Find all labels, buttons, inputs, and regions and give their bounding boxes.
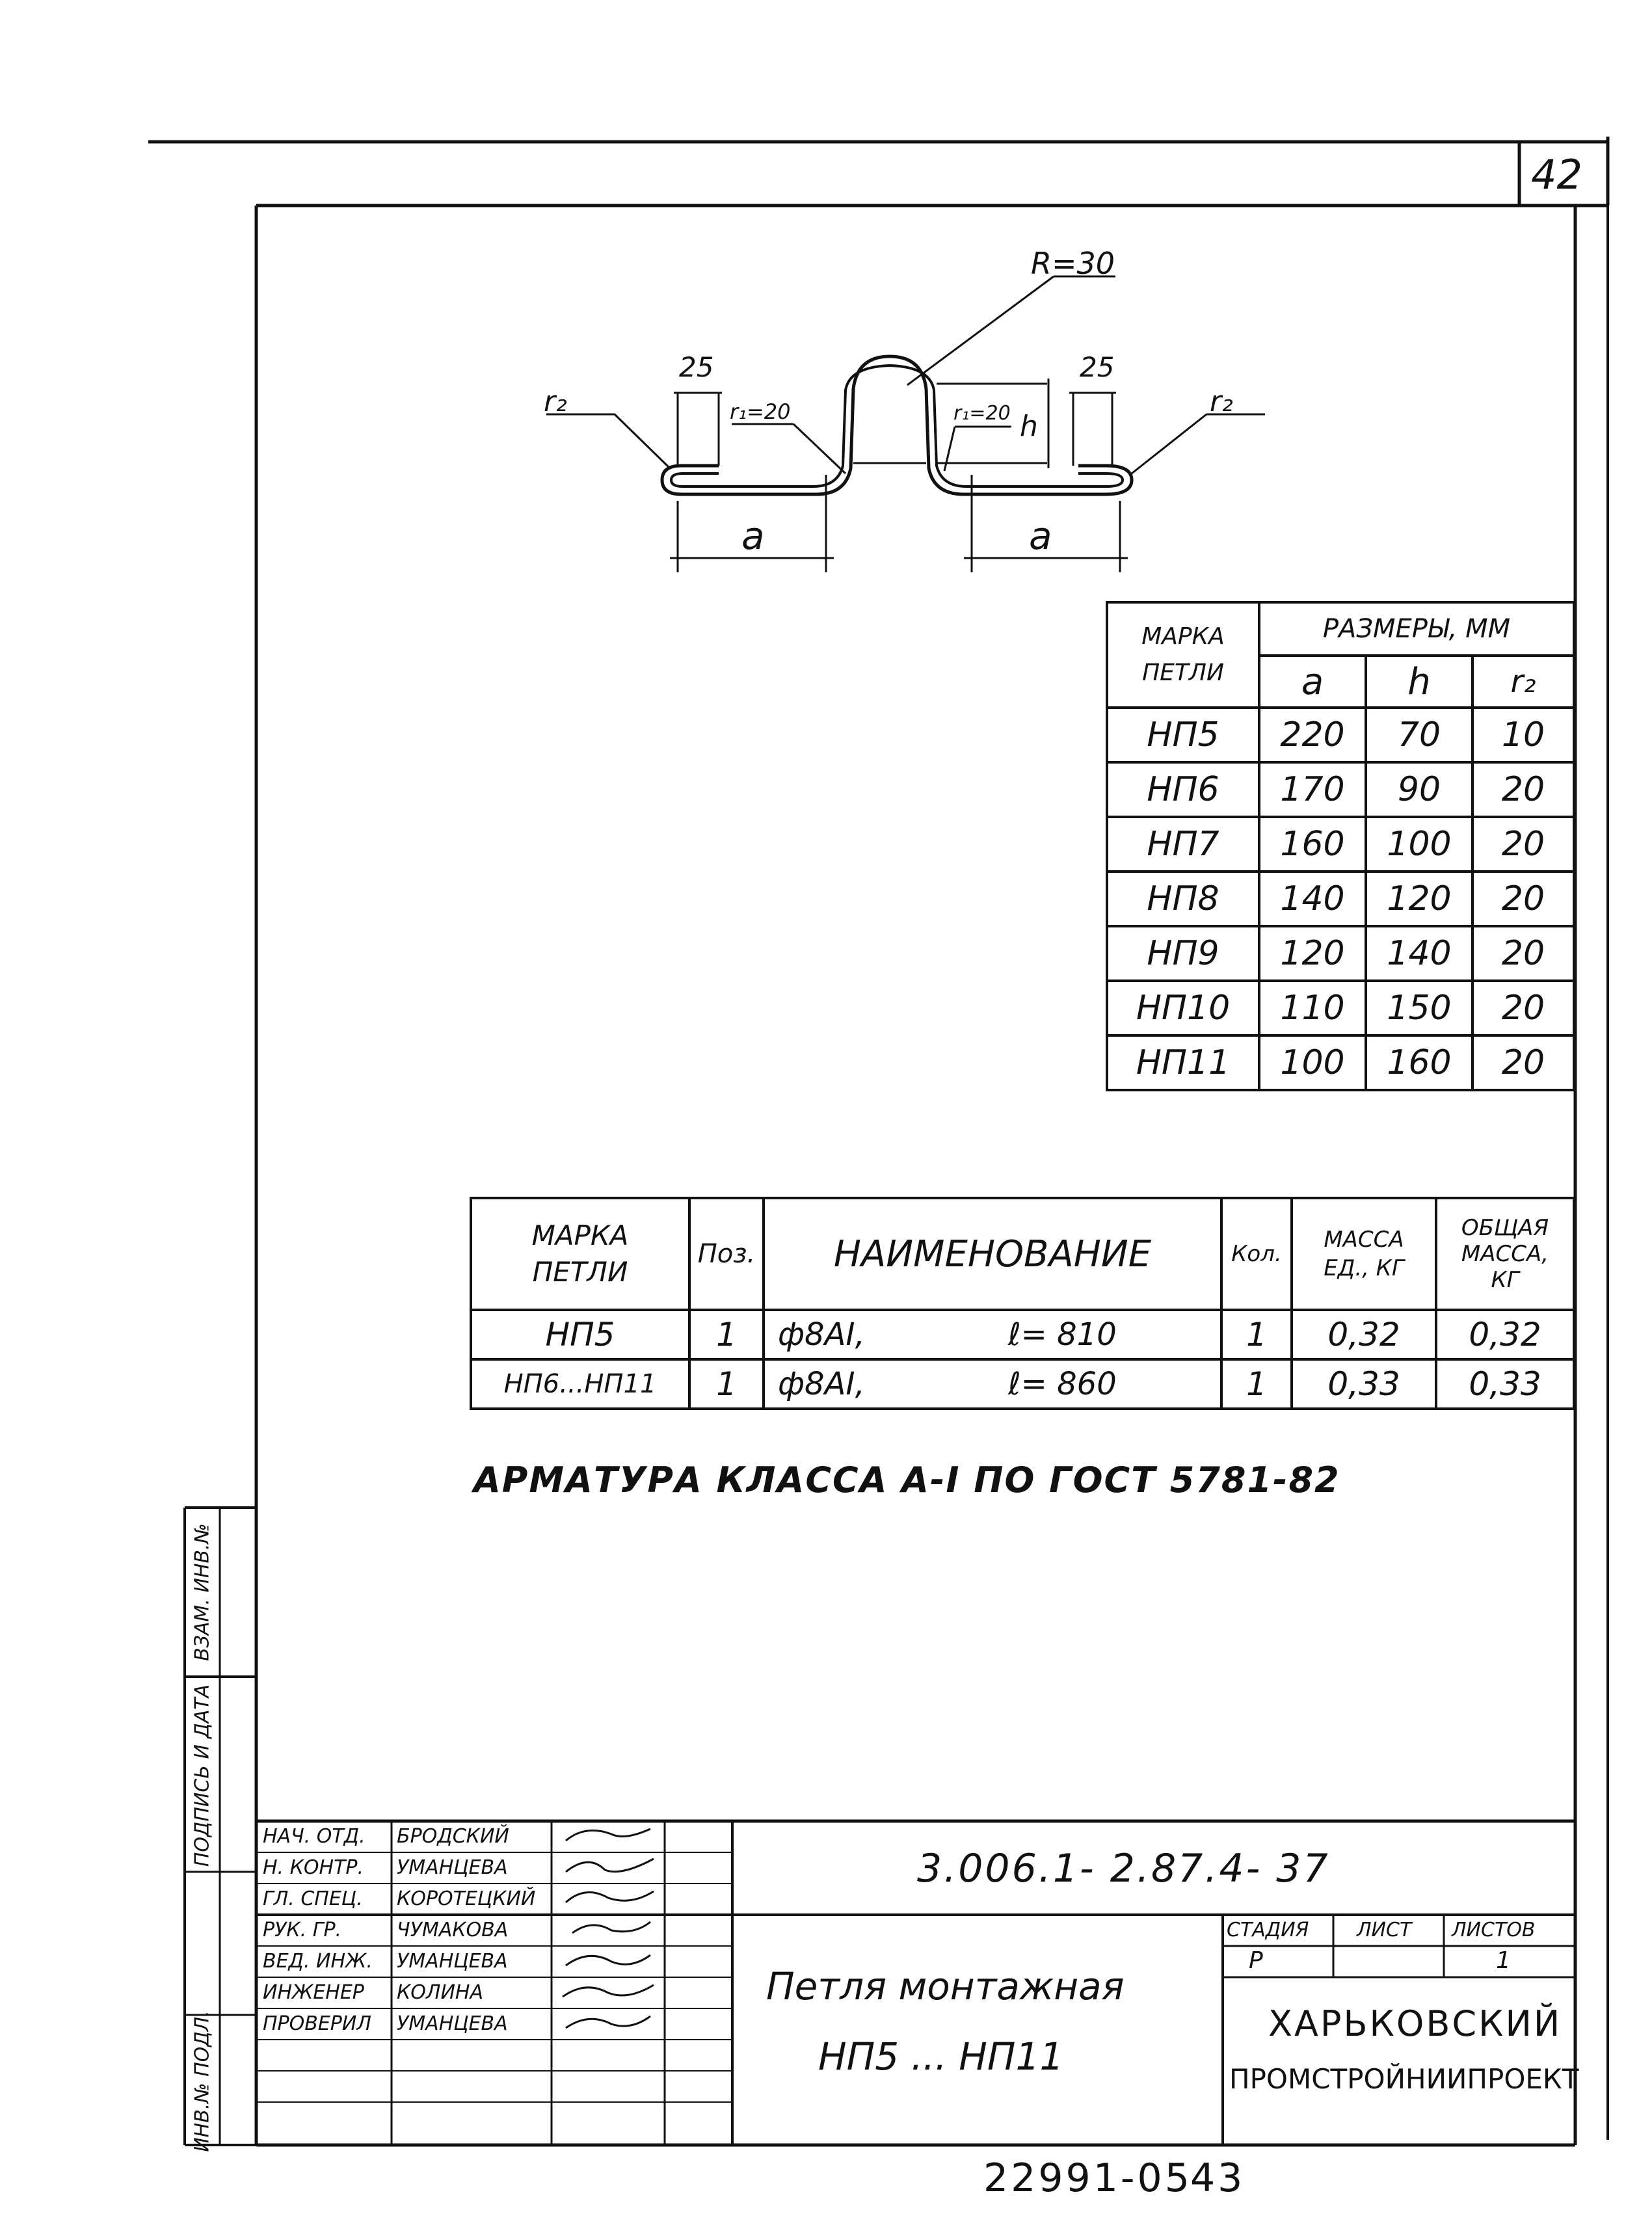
sizes-col-mark: МАРКА ПЕТЛИ bbox=[1107, 602, 1259, 708]
right-a-label: a bbox=[1029, 514, 1052, 558]
role-label: ИНЖЕНЕР bbox=[263, 1981, 364, 2004]
side-vzam-inv: ВЗАМ. ИНВ.№ bbox=[191, 1523, 214, 1661]
role-label: РУК. ГР. bbox=[263, 1919, 342, 1941]
role-label: Н. КОНТР. bbox=[263, 1856, 364, 1879]
role-person: БРОДСКИЙ bbox=[397, 1825, 509, 1848]
left-r2-label: r₂ bbox=[544, 385, 567, 418]
stage-value: Р bbox=[1249, 1947, 1263, 1974]
sizes-col-a: a bbox=[1259, 656, 1366, 708]
spec-col-pos: Поз. bbox=[689, 1198, 764, 1310]
spec-col-name: НАИМЕНОВАНИЕ bbox=[764, 1198, 1221, 1310]
spec-col-mark: МАРКА ПЕТЛИ bbox=[471, 1198, 689, 1310]
table-row: НП5 1 ф8АI, ℓ= 810 1 0,32 0,32 bbox=[471, 1310, 1574, 1359]
sizes-col-sizes: РАЗМЕРЫ, ММ bbox=[1259, 602, 1574, 656]
stage-label: СТАДИЯ bbox=[1227, 1919, 1309, 1941]
table-row: НП7 160 100 20 bbox=[1107, 817, 1574, 872]
role-label: ПРОВЕРИЛ bbox=[263, 2012, 371, 2035]
side-inv-podl: ИНВ.№ ПОДЛ. bbox=[191, 2010, 214, 2152]
table-row: НП8 140 120 20 bbox=[1107, 872, 1574, 926]
left-r1-label: r₁=20 bbox=[730, 399, 791, 424]
drawing-title-line1: Петля монтажная bbox=[766, 1964, 1125, 2008]
archive-code: 22991-05 bbox=[983, 2155, 1192, 2201]
spec-col-qty: Кол. bbox=[1221, 1198, 1292, 1310]
table-row: НП6 170 90 20 bbox=[1107, 762, 1574, 817]
reinforcement-note: АРМАТУРА КЛАССА А-I ПО ГОСТ 5781-82 bbox=[473, 1459, 1340, 1500]
table-row: НП11 100 160 20 bbox=[1107, 1035, 1574, 1090]
role-label: ВЕД. ИНЖ. bbox=[263, 1950, 373, 1973]
role-label: НАЧ. ОТД. bbox=[263, 1825, 366, 1848]
table-row: НП9 120 140 20 bbox=[1107, 926, 1574, 981]
role-person: КОЛИНА bbox=[397, 1981, 483, 2004]
left-a-label: a bbox=[741, 514, 765, 558]
right-r1-label: r₁=20 bbox=[953, 402, 1011, 425]
radius-label: R=30 bbox=[1031, 246, 1115, 281]
drawing-title-line2: НП5 ... НП11 bbox=[818, 2034, 1064, 2079]
h-label: h bbox=[1020, 410, 1038, 443]
sheet-number: 42 bbox=[1531, 151, 1582, 198]
table-row: НП10 110 150 20 bbox=[1107, 981, 1574, 1035]
role-person: КОРОТЕЦКИЙ bbox=[397, 1887, 536, 1910]
table-row: НП5 220 70 10 bbox=[1107, 708, 1574, 762]
role-person: УМАНЦЕВА bbox=[397, 2012, 508, 2035]
sizes-col-h: h bbox=[1366, 656, 1472, 708]
spec-col-total: ОБЩАЯ МАССА, КГ bbox=[1436, 1198, 1574, 1310]
document-code: 3.006.1- 2.87.4- 37 bbox=[917, 1846, 1330, 1891]
role-person: ЧУМАКОВА bbox=[397, 1919, 509, 1941]
right-r2-label: r₂ bbox=[1210, 385, 1233, 418]
role-label: ГЛ. СПЕЦ. bbox=[263, 1887, 363, 1910]
sizes-col-r2: r₂ bbox=[1472, 656, 1574, 708]
role-person: УМАНЦЕВА bbox=[397, 1950, 508, 1973]
sheets-label: ЛИСТОВ bbox=[1452, 1919, 1536, 1941]
sheets-value: 1 bbox=[1496, 1947, 1511, 1974]
organization-line1: ХАРЬКОВСКИЙ bbox=[1268, 2003, 1562, 2044]
side-sign-date: ПОДПИСЬ И ДАТА bbox=[191, 1684, 214, 1867]
sheet-label: ЛИСТ bbox=[1357, 1919, 1412, 1941]
table-row: НП6...НП11 1 ф8АI, ℓ= 860 1 0,33 0,33 bbox=[471, 1359, 1574, 1409]
organization-line2: ПРОМСТРОЙНИИПРОЕКТ bbox=[1229, 2063, 1579, 2095]
right-flange-dim: 25 bbox=[1080, 351, 1115, 383]
spec-col-mass: МАССА ЕД., КГ bbox=[1292, 1198, 1436, 1310]
left-flange-dim: 25 bbox=[679, 351, 714, 383]
archive-page: 43 bbox=[1190, 2155, 1246, 2201]
role-person: УМАНЦЕВА bbox=[397, 1856, 508, 1879]
